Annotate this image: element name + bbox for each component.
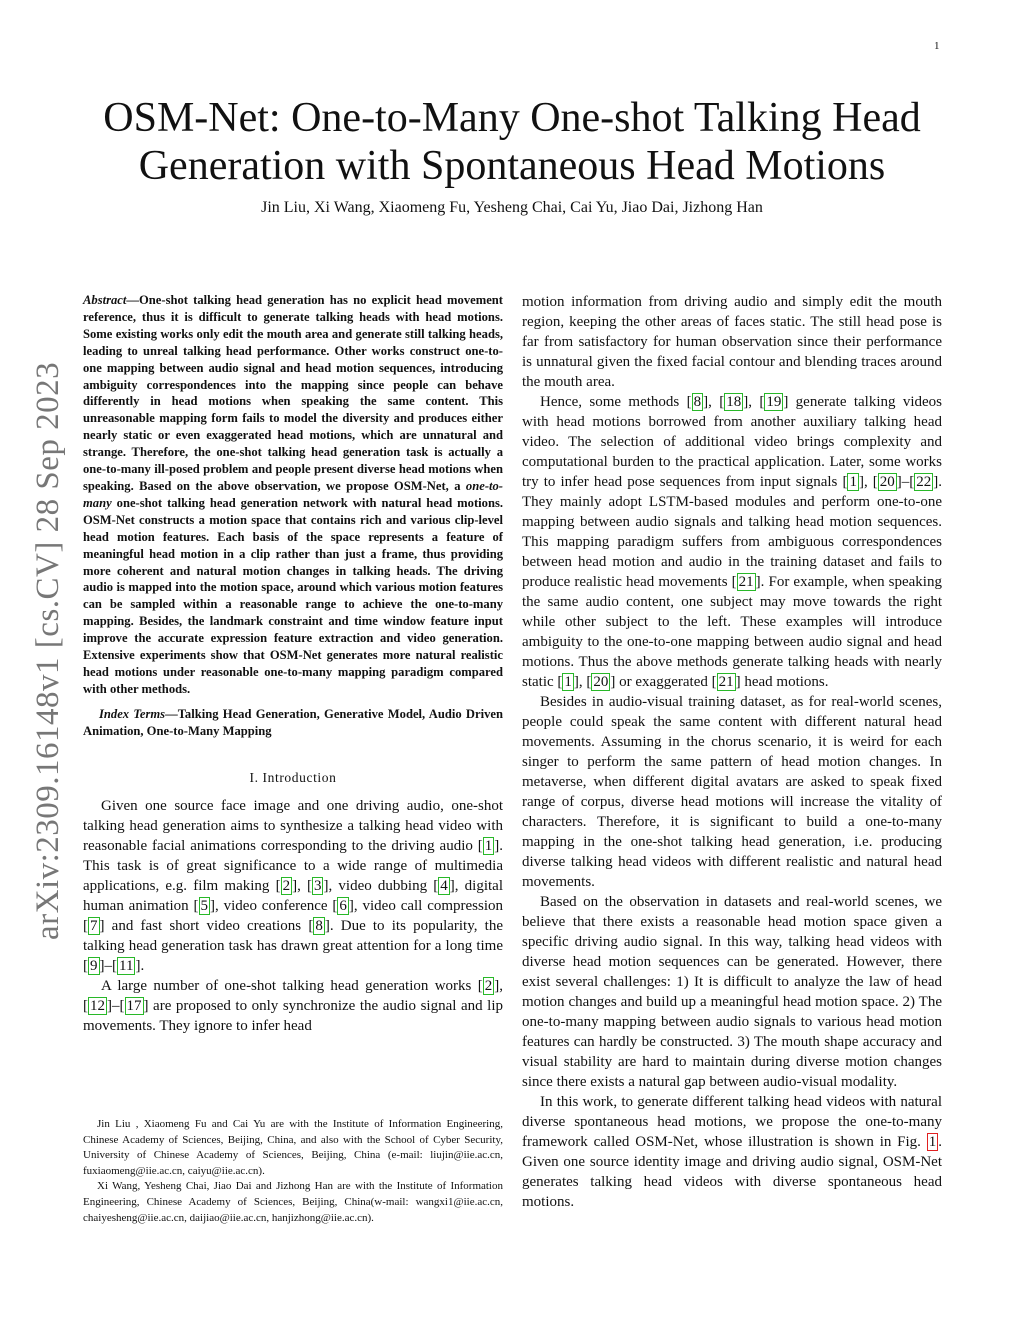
text-run: . For example, when speaking the same audio content, one subject may move towards the right while other subject to the left. These examples will introduce ambiguity to the one-to-one mapping between audio signal and head motions. Thus the above methods generate talking heads with nearly static — [522, 574, 942, 690]
text-run: and fast short video creations — [104, 917, 309, 934]
arxiv-watermark: arXiv:2309.16148v1 [cs.CV] 28 Sep 2023 — [30, 361, 66, 940]
text-run: , — [748, 394, 760, 410]
intro-paragraph-5: Besides in audio-visual training dataset, as for real-world scenes, people could speak the same content with different natural head movements. Assuming in the chorus scenario, it is weird for each singer to perform the same pattern of head motion changes. In metaverse, when different digital avatars are asked to speak fixed range of corpus, diverse head motions will increase the vitality of characters. Therefore, it is significant to build a one-to-many mapping in the one-shot talking head generation, i.e. producing diverse talking head videos with different realistic and natural head movements. — [522, 694, 942, 890]
text-run: – — [112, 997, 120, 1014]
citation-link[interactable]: 18 — [726, 394, 742, 410]
text-run: , — [297, 877, 307, 894]
text-run: . They mainly adopt LSTM-based modules and perform one-to-one mapping between audio signals and talking head motion sequences. This mapping paradigm suffers from ambiguous correspondences between head motion and audio in the training dataset and fails to produce realistic head movements — [522, 474, 943, 590]
citation-link[interactable]: 3 — [313, 877, 322, 894]
text-run: , — [708, 394, 720, 410]
citation-link[interactable]: 9 — [90, 957, 98, 974]
section-heading-introduction: I. Introduction — [249, 769, 337, 785]
text-run: Hence, some methods — [540, 394, 687, 410]
intro-paragraph-4: Hence, some methods [ 8 ], [ 18 ], [ 19 ] generate talking videos with head motions borrowed from another auxiliary talking head video. The selection of additional video brings complexity and computational burden to the practical application. Later, some works try to infer head pose sequences from input signals [ 1 ], [ 20 ]–[ 22 ]. They mainly adopt LSTM-based modules and perform one-to-one mapping between audio signals and talking head motion sequences. This mapping paradigm suffers from ambiguous correspondences between head motion and audio in the training dataset and fails to produce realistic head movements [ 21 ]. For example, when speaking the same audio content, one subject may move towards the right while other subject to the left. These examples will introduce ambiguity to the one-to-one mapping between audio signal and head motions. Thus the above methods generate talking heads with nearly static [ 1 ], [ 20 ] or exaggerated [ 21 ] head motions. — [522, 394, 943, 690]
abstract-text: —One-shot talking head generation has no explicit head movement reference, thus it is difficult to generate talking heads with head motions. Some existing works only edit the mouth area and generate still talking heads, leading to unreal talking head performance. Other works construct one-to-one mapping between audio signal and head motion sequences, introducing ambiguity correspondences into the mapping since people can behave differently in head motions when speaking the same content. This unreasonable mapping form fails to model the diversity and produces either nearly static or even exaggerated head motions, which are unnatural and strange. Therefore, the one-shot talking head generation task is actually a one-to-many ill-posed problem and people present diverse head motions when speaking. Based on the above observation, we propose OSM-Net, a — [83, 293, 503, 493]
paper-title — [60, 94, 964, 190]
text-run: , video conference — [215, 897, 333, 914]
text-run: Given one source face image and one driving audio, one-shot talking head generation aims to synthesize a talking head video with reasonable facial animations corresponding to the driving audio — [83, 797, 503, 854]
citation-link[interactable]: 17 — [126, 997, 142, 1014]
page-number: 1 — [934, 40, 940, 52]
text-run: , video call compression — [353, 897, 504, 914]
abstract-lead: Abstract — [83, 293, 127, 307]
citation-link[interactable]: 21 — [738, 574, 754, 590]
index-terms — [83, 706, 503, 740]
citation-link[interactable]: 20 — [879, 474, 895, 490]
citation-link[interactable]: 12 — [90, 997, 105, 1014]
citation-link[interactable]: 20 — [593, 674, 609, 690]
citation-link[interactable]: 21 — [718, 674, 734, 690]
text-run: . Given one source identity image and driving audio signal, OSM-Net generates talking head videos with diverse spontaneous head motions. — [522, 1134, 942, 1210]
citation-link[interactable]: 6 — [339, 897, 347, 914]
text-run: generate talking videos with head motions borrowed from another auxiliary talking head video. The selection of additional video brings complexity and computational burden to the practical application. Later, some works try to infer head pose sequences from input signals — [522, 394, 942, 490]
right-column — [522, 292, 942, 1212]
citation-link[interactable]: 11 — [119, 957, 134, 974]
footnote-paragraph-1: Jin Liu , Xiaomeng Fu and Cai Yu are with the Institute of Information Engineering, Chinese Academy of Sciences, Beijing, China, and also with the School of Cyber Security, University of Chinese Academy of Sciences, Beijing, China (e-mail: liujin@iie.ac.cn, fuxiaomeng@iie.ac.cn, caiyu@iie.ac.cn). — [83, 1118, 503, 1177]
text-run: . This task is of great significance to a wide range of multimedia applications, e.g. film making — [83, 837, 503, 894]
citation-link[interactable]: 2 — [282, 877, 291, 894]
citation-link[interactable]: 1 — [564, 674, 572, 690]
text-run: – — [901, 474, 910, 490]
text-run: are proposed to only synchronize the audio signal and lip movements. They ignore to infer head — [83, 997, 503, 1034]
abstract-italic: one-to-many — [83, 478, 503, 510]
footnote-paragraph-2: Xi Wang, Yesheng Chai, Jiao Dai and Jizhong Han are with the Institute of Information Engineering, Chinese Academy of Sciences, Beijing, China(w-mail: wangxi1@iie.ac.cn, chaiyesheng@iie.ac.cn, daijiao@iie.ac.cn, hanjizhong@iie.ac.cn). — [83, 1180, 503, 1224]
index-terms-text: —Talking Head Generation, Generative Model, Audio Driven Animation, One-to-Many Mapping — [83, 706, 503, 738]
index-terms-lead: Index Terms — [99, 706, 166, 721]
citation-link[interactable]: 22 — [916, 474, 932, 490]
text-run: , video dubbing — [328, 877, 434, 894]
intro-paragraph-7 — [522, 1092, 942, 1212]
abstract — [83, 292, 503, 698]
text-run: , — [578, 674, 587, 690]
abstract-text-2: one-shot talking head generation network with natural head motions. OSM-Net constructs a motion space that contains rich and various clip-level head motion features. Each basis of the space represents a feature of meaningful head motion in a clip rather than just a frame, thus providing more coherent and natural motion changes in talking heads. The driving audio is mapped into the motion space, around which various motion features can be sampled within a reasonable range to achieve the one-to-many mapping. Besides, the landmark constraint and time window feature input improve the accurate expression feature extraction and video generation. Extensive experiments show that OSM-Net generates more natural realistic head motions under reasonable one-to-many mapping paradigm compared with other methods. — [83, 495, 503, 696]
citation-link[interactable]: 8 — [315, 917, 323, 934]
citation-link[interactable]: 7 — [90, 917, 98, 934]
text-run: head motions. — [740, 674, 829, 690]
author-list: Jin Liu, Xi Wang, Xiaomeng Fu, Yesheng Chai, Cai Yu, Jiao Dai, Jizhong Han — [261, 199, 763, 216]
text-run: , — [863, 474, 873, 490]
text-run: . — [140, 957, 145, 974]
left-column — [83, 292, 503, 1036]
text-run: A large number of one-shot talking head generation works — [101, 977, 478, 994]
intro-paragraph-6: Based on the observation in datasets and real-world scenes, we believe that there exists a reasonable head motion space given a specific driving audio signal. In this way, talking head videos with diverse head motion sequences can be generated. However, there exist several challenges: 1) It is difficult to analyze the law of head motion changes and build up a meaningful head motion space. 2) The one-to-many mapping between audio signals to various head motion features can hardly be constructed. 3) The mouth shape accuracy and visual stability are hard to maintain during diverse motion changes since there exists a natural gap between audio-visual modality. — [522, 894, 942, 1090]
intro-paragraph-2: A large number of one-shot talking head generation works [ 2 ], [ 12 ]–[ 17 ] are proposed to only synchronize the audio signal and lip movements. They ignore to infer head — [83, 977, 503, 1034]
text-run: or exaggerated — [615, 674, 712, 690]
text-run: , digital human animation — [83, 877, 503, 914]
figure-reference-link[interactable]: 1 — [928, 1134, 937, 1150]
intro-paragraph-3: motion information from driving audio and simply edit the mouth region, keeping the other areas of faces static. The still head pose is far from satisfactory for human observation since their performance is unnatural given the fixed facial contour and blending traces around the mouth area. — [522, 294, 942, 390]
text-run: . Due to its popularity, the talking head generation task has drawn great attention for a long time — [83, 917, 504, 954]
citation-link[interactable]: 19 — [766, 394, 782, 410]
title-line-2: Generation with Spontaneous Head Motions — [138, 143, 886, 189]
text-run: In this work, to generate different talking head videos with natural diverse spontaneous head motions, we propose the one-to-many framework called OSM-Net, whose illustration is shown in Fig. — [522, 1094, 942, 1150]
citation-link[interactable]: 5 — [200, 897, 209, 914]
title-line-1: OSM-Net: One-to-Many One-shot Talking Head — [103, 95, 921, 141]
citation-link[interactable]: 8 — [693, 394, 702, 410]
citation-link[interactable]: 1 — [484, 837, 493, 854]
text-run: – — [104, 957, 112, 974]
citation-link[interactable]: 4 — [440, 877, 448, 894]
citation-link[interactable]: 1 — [849, 474, 857, 490]
affiliation-footnote — [83, 1117, 503, 1226]
citation-link[interactable]: 2 — [484, 977, 493, 994]
intro-paragraph-1: Given one source face image and one driving audio, one-shot talking head generation aims to synthesize a talking head video with reasonable facial animations corresponding to the driving audio [ 1 ]. This task is of great significance to a wide range of multimedia applications, e.g. film making [ 2 ], [ 3 ], video dubbing [ 4 ], digital human animation [ 5 ], video conference [ 6 ], video call compression [ 7 ] and fast short video creations [ 8 ]. Due to its popularity, the talking head generation task has drawn great attention for a long time [ 9 ]–[ 11 ]. — [83, 797, 504, 974]
text-run: , — [499, 977, 503, 994]
